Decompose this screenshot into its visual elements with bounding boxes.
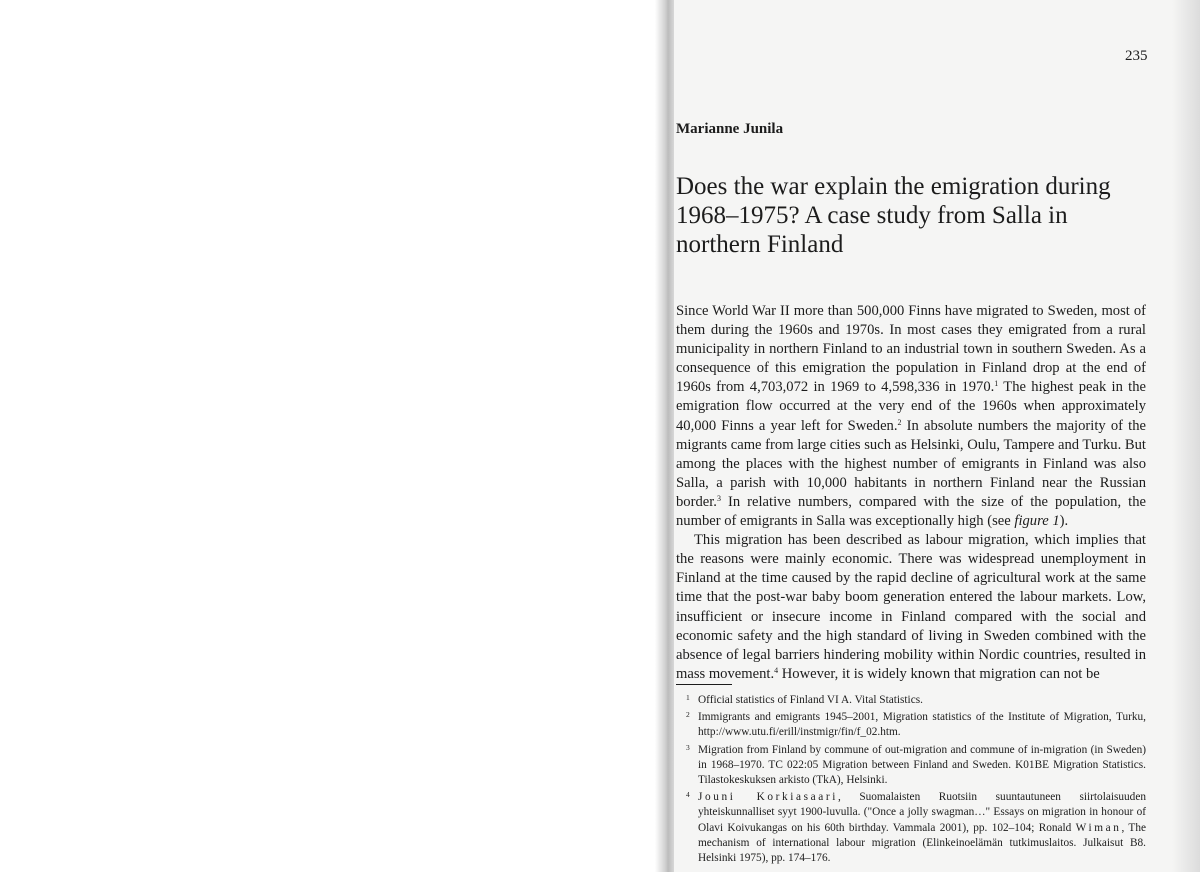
page-number: 235 [1125,48,1148,64]
footnote-4 [676,790,1146,866]
footnote-author-korkiasaari: Jouni Korkiasaari [698,791,838,804]
footnote-divider [676,684,732,685]
footnote-marker: 1 [686,693,690,702]
paragraph-2 [676,531,1146,684]
paragraph-1-part-e: ). [1059,513,1069,530]
article-body [676,302,1146,684]
paragraph-2-part-a: This migration has been described as labour migration, which implies that the reasons were mainly economic. There was widespread unemployment in Finland at the time caused by the rapid decline of agricultural work at the same time that the post-war baby boom generation entered the labour markets. Low, insufficient or insecure income in Finland compared with the social and economic safety and the high standard of living in Sweden combined with the absence of legal barriers hindering mobility within Nordic countries, resulted in mass movement. [676,532,1146,682]
footnote-ref-4: 4 [774,665,779,675]
footnote-text: Immigrants and emigrants 1945–2001, Migration statistics of the Institute of Migration, Turku, http://www.utu.fi/erill/instmigr/fin/f_02.htm. [698,711,1146,739]
paragraph-1 [676,302,1146,531]
footnote-ref-1: 1 [994,379,999,389]
author-name: Marianne Junila [676,121,784,137]
footnote-text: , The mechanism of international labour migration (Elinkeinoelämän tutkimuslaitos. Julkaisut B8. Helsinki 1975), pp. 174–176. [698,821,1146,865]
paragraph-1-part-b: The highest peak in the emigration flow occurred at the very end of the 1960s when approximately 40,000 Finns a year left for Sweden. [676,379,1146,434]
footnote-2 [676,710,1146,740]
footnote-text: Official statistics of Finland VI A. Vital Statistics. [698,694,923,706]
page-edge-shadow [1172,0,1200,872]
paragraph-1-part-d: In relative numbers, compared with the size of the population, the number of emigrants in Salla was exceptionally high (see [676,493,1146,530]
article-title: Does the war explain the emigration during 1968–1975? A case study from Salla in northern Finland [676,173,1111,258]
footnote-marker: 4 [686,790,690,800]
footnote-text: Migration from Finland by commune of out-migration and commune of in-migration (in Sweden) in 1968–1970. TC 022:05 Migration between Finland and Sweden. K01BE Migration Statistics. Tilastokeskuksen arkisto (TkA), Helsinki. [698,743,1146,787]
footnote-ref-3: 3 [716,493,721,503]
footnote-ref-2: 2 [897,417,902,427]
footnote-text: , Suomalaisten Ruotsiin suuntautuneen siirtolaisuuden yhteiskunnalliset syyt 1900-luvulla. ("Once a jolly swagman…" Essays on migration in honour of Olavi Koivukangas on his 60th birthday. Vammala 2001), pp. 102–104; Ronald [698,791,1146,834]
paragraph-1-part-a: Since World War II more than 500,000 Finns have migrated to Sweden, most of them during the 1960s and 1970s. In most cases they emigrated from a rural municipality in northern Finland to an industrial town in southern Sweden. As a consequence of this emigration the population in Finland drop at the end of 1960s from 4,703,072 in 1969 to 4,598,336 in 1970. [676,303,1146,396]
paragraph-2-part-b: However, it is widely known that migration can not be [778,665,1100,682]
footnote-author-wiman: Wiman [1075,821,1122,834]
footnote-marker: 3 [686,742,690,752]
paragraph-1-part-c: In absolute numbers the majority of the migrants came from large cities such as Helsinki, Oulu, Tampere and Turku. But among the places with the highest number of emigrants in Finland was also Salla, a parish with 10,000 habitants in northern Finland near the Russian border. [676,417,1146,510]
footnote-3 [676,743,1146,789]
footnotes [676,693,1146,868]
footnote-marker: 2 [686,710,690,720]
right-page [674,0,1200,872]
figure-reference: figure 1 [1014,513,1060,530]
footnote-1 [676,693,1146,708]
